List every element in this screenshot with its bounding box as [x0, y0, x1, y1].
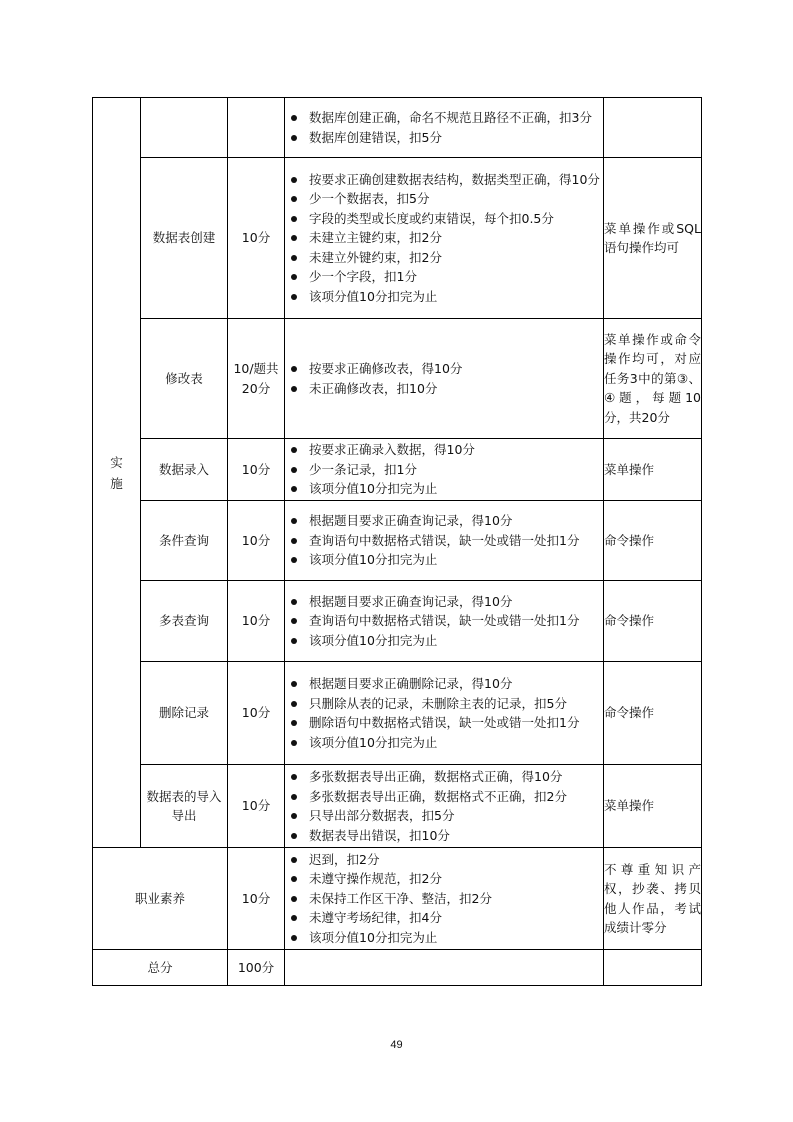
table-row — [93, 158, 702, 319]
page-number: 49 — [390, 1039, 403, 1051]
note-cell: 菜单操作 — [604, 439, 702, 501]
criteria-item: 只删除从表的记录，未删除主表的记录，扣5分 — [285, 694, 603, 714]
criteria-item: 查询语句中数据格式错误，缺一处或错一处扣1分 — [285, 531, 603, 551]
total-score: 100分 — [228, 950, 285, 986]
criteria-cell — [285, 662, 604, 765]
criteria-item: 该项分值10分扣完为止 — [285, 479, 603, 499]
note-cell: 不尊重知识产权，抄袭、拷贝他人作品，考试成绩计零分 — [604, 848, 702, 950]
criteria-item: 该项分值10分扣完为止 — [285, 631, 603, 651]
criteria-item: 只导出部分数据表，扣5分 — [285, 806, 603, 826]
grading-table — [92, 97, 702, 986]
criteria-item: 字段的类型或长度或约束错误，每个扣0.5分 — [285, 209, 603, 229]
criteria-item: 按要求正确录入数据，得10分 — [285, 440, 603, 460]
criteria-item: 未遵守操作规范，扣2分 — [285, 869, 603, 889]
criteria-item: 按要求正确创建数据表结构，数据类型正确，得10分 — [285, 170, 603, 190]
criteria-cell — [285, 581, 604, 662]
criteria-item: 未正确修改表，扣10分 — [285, 379, 603, 399]
criteria-item: 根据题目要求正确查询记录，得10分 — [285, 511, 603, 531]
criteria-item: 根据题目要求正确删除记录，得10分 — [285, 674, 603, 694]
table-row — [93, 662, 702, 765]
note-cell: 菜单操作或SQL 语句操作均可 — [604, 158, 702, 319]
criteria-item: 数据库创建错误，扣5分 — [285, 128, 603, 148]
note-cell: 命令操作 — [604, 581, 702, 662]
item-cell: 数据录入 — [141, 439, 228, 501]
table-row — [93, 98, 702, 158]
criteria-item: 数据库创建正确，命名不规范且路径不正确，扣3分 — [285, 108, 603, 128]
criteria-item: 未保持工作区干净、整洁，扣2分 — [285, 889, 603, 909]
criteria-item: 少一个字段，扣1分 — [285, 267, 603, 287]
criteria-list — [285, 592, 603, 651]
item-cell: 修改表 — [141, 319, 228, 439]
item-cell: 数据表的导入导出 — [141, 765, 228, 848]
criteria-list — [285, 359, 603, 398]
criteria-list — [285, 108, 603, 147]
phase-cell — [93, 98, 141, 848]
score-cell: 10分 — [228, 501, 285, 581]
criteria-item: 迟到，扣2分 — [285, 850, 603, 870]
criteria-cell — [285, 848, 604, 950]
table-row — [93, 319, 702, 439]
criteria-item: 删除语句中数据格式错误，缺一处或错一处扣1分 — [285, 713, 603, 733]
criteria-cell — [285, 98, 604, 158]
phase-label: 实施 — [110, 454, 123, 491]
criteria-item: 按要求正确修改表，得10分 — [285, 359, 603, 379]
item-cell: 删除记录 — [141, 662, 228, 765]
total-note — [604, 950, 702, 986]
total-criteria — [285, 950, 604, 986]
table-row — [93, 581, 702, 662]
table-row — [93, 848, 702, 950]
score-cell: 10分 — [228, 439, 285, 501]
note-cell: 菜单操作或命令操作均可，对应任务3中的第③、④题，每题10分，共20分 — [604, 319, 702, 439]
table-row — [93, 765, 702, 848]
score-cell: 10分 — [228, 662, 285, 765]
criteria-list — [285, 674, 603, 752]
criteria-cell — [285, 439, 604, 501]
score-cell: 10分 — [228, 765, 285, 848]
score-cell — [228, 98, 285, 158]
criteria-item: 数据表导出错误，扣10分 — [285, 826, 603, 846]
criteria-item: 该项分值10分扣完为止 — [285, 928, 603, 948]
table-row — [93, 501, 702, 581]
criteria-item: 根据题目要求正确查询记录，得10分 — [285, 592, 603, 612]
score-cell: 10分 — [228, 158, 285, 319]
criteria-item: 多张数据表导出正确，数据格式不正确，扣2分 — [285, 787, 603, 807]
criteria-item: 少一个数据表，扣5分 — [285, 189, 603, 209]
item-cell: 条件查询 — [141, 501, 228, 581]
criteria-cell — [285, 319, 604, 439]
criteria-item: 多张数据表导出正确，数据格式正确，得10分 — [285, 767, 603, 787]
criteria-cell — [285, 501, 604, 581]
criteria-item: 该项分值10分扣完为止 — [285, 550, 603, 570]
criteria-item: 该项分值10分扣完为止 — [285, 733, 603, 753]
criteria-item: 该项分值10分扣完为止 — [285, 287, 603, 307]
total-label: 总分 — [93, 950, 228, 986]
score-cell: 10分 — [228, 581, 285, 662]
score-cell: 10分 — [228, 848, 285, 950]
item-cell — [141, 98, 228, 158]
item-cell: 多表查询 — [141, 581, 228, 662]
criteria-list — [285, 511, 603, 570]
criteria-item: 查询语句中数据格式错误，缺一处或错一处扣1分 — [285, 611, 603, 631]
total-row — [93, 950, 702, 986]
criteria-item: 少一条记录，扣1分 — [285, 460, 603, 480]
criteria-list — [285, 170, 603, 307]
criteria-list — [285, 440, 603, 499]
item-cell: 数据表创建 — [141, 158, 228, 319]
note-cell — [604, 98, 702, 158]
item-cell: 职业素养 — [93, 848, 228, 950]
criteria-item: 未建立外键约束，扣2分 — [285, 248, 603, 268]
criteria-list — [285, 767, 603, 845]
criteria-item: 未建立主键约束，扣2分 — [285, 228, 603, 248]
note-cell: 命令操作 — [604, 662, 702, 765]
criteria-cell — [285, 158, 604, 319]
criteria-list — [285, 850, 603, 948]
note-cell: 菜单操作 — [604, 765, 702, 848]
table-row — [93, 439, 702, 501]
score-cell: 10/题共20分 — [228, 319, 285, 439]
criteria-item: 未遵守考场纪律，扣4分 — [285, 908, 603, 928]
note-cell: 命令操作 — [604, 501, 702, 581]
criteria-cell — [285, 765, 604, 848]
